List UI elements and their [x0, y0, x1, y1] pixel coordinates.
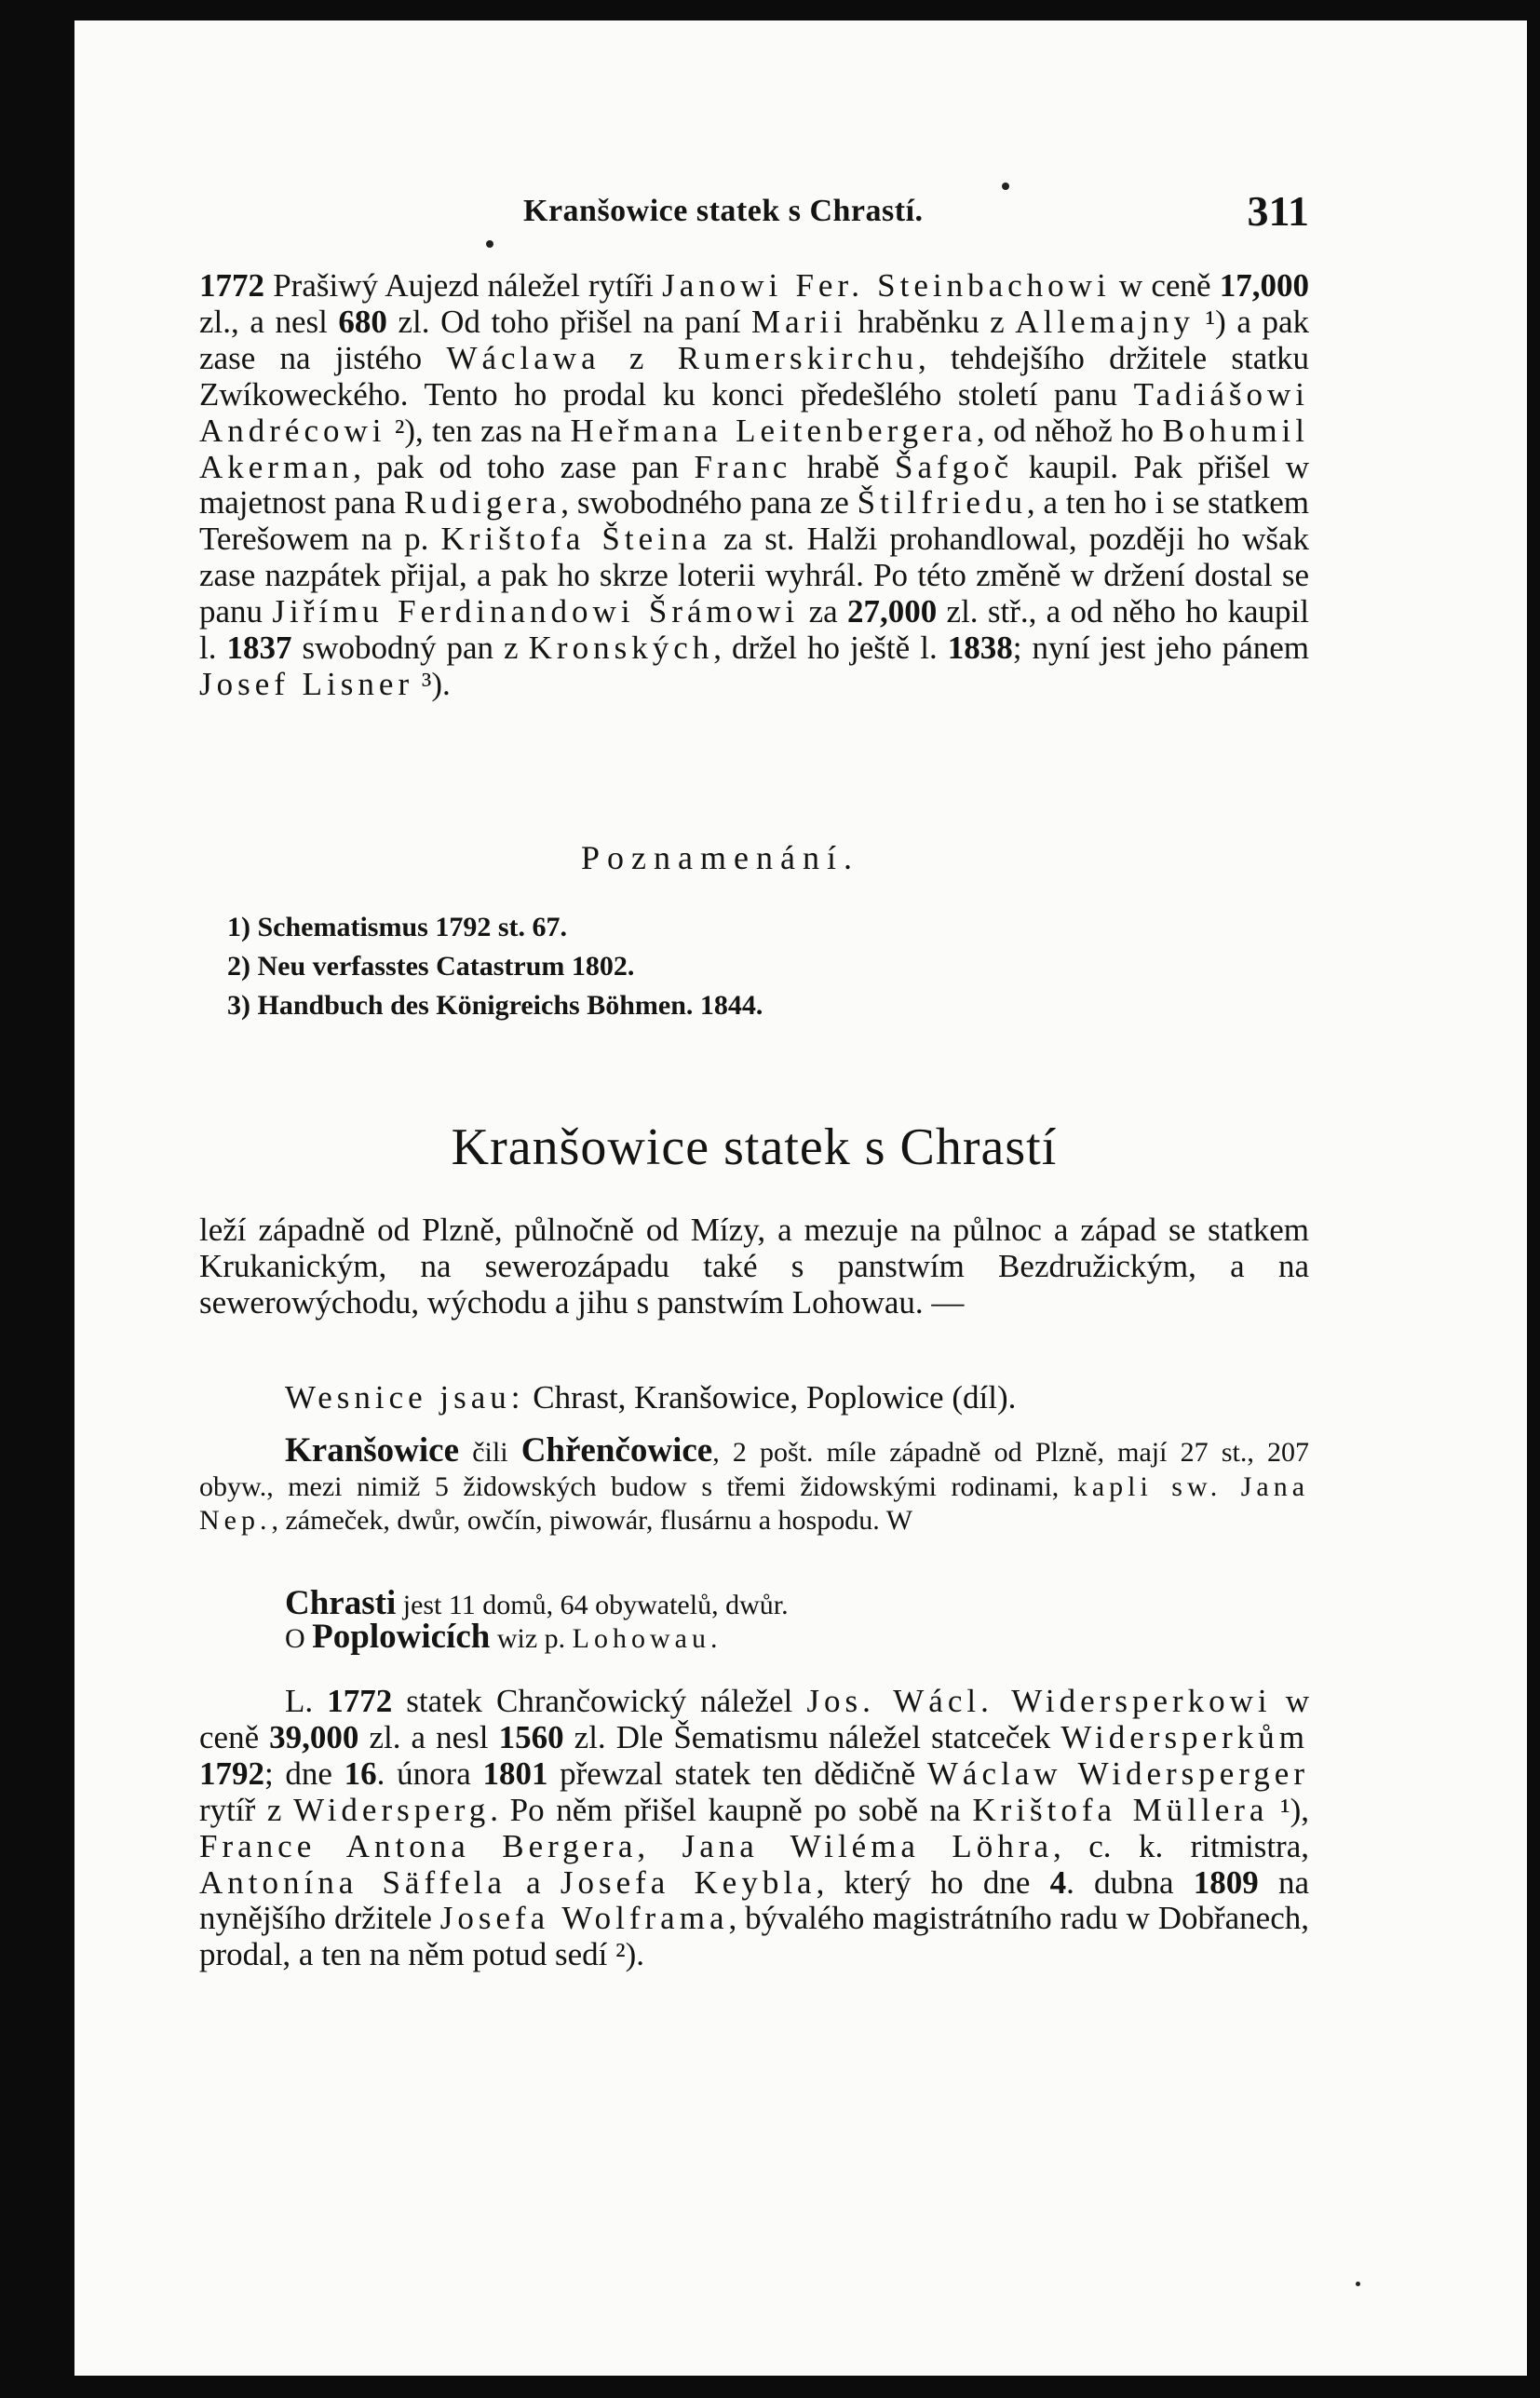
text-run: Rudigera: [403, 484, 561, 522]
poplowice-line-text: [199, 1620, 1309, 1657]
top-paragraph: [199, 268, 1309, 703]
text-run: 39,000: [269, 1718, 359, 1755]
text-run: zl. Od toho přišel na paní: [386, 303, 752, 340]
scan-border-left: [0, 0, 74, 2398]
villages-line: [199, 1380, 1309, 1416]
text-run: Janowi Fer. Steinbachowi: [662, 267, 1111, 304]
text-run: Wáclawa z Rumerskirchu: [446, 339, 918, 376]
text-run: a: [506, 1863, 561, 1901]
text-run: , který ho dne: [816, 1863, 1050, 1901]
text-run: , c. k. ritmistra,: [1053, 1827, 1309, 1864]
text-run: , držel ho ještě l.: [713, 630, 948, 667]
text-run: 1772: [327, 1683, 393, 1719]
kransowice-paragraph-text: [199, 1431, 1310, 1538]
text-run: 17,000: [1219, 267, 1309, 304]
text-run: Kronských: [528, 630, 714, 667]
poplowice-line: [199, 1620, 1309, 1657]
text-run: ; dne: [264, 1754, 344, 1792]
text-run: hrabě: [791, 448, 895, 485]
text-run: jest 11 domů, 64 obywatelů, dwůr.: [396, 1590, 789, 1620]
text-run: kaupil. Pak přišel w majetnost pana: [199, 448, 1309, 522]
text-run: Lohowau: [572, 1623, 710, 1654]
text-run: w ceně: [199, 1683, 1309, 1755]
text-run: Štilfriedu: [857, 484, 1027, 522]
text-run: zl. Dle Šematismu náležel statceček: [563, 1718, 1061, 1755]
text-run: Widersperkům: [1060, 1718, 1309, 1755]
text-run: 1792: [199, 1754, 264, 1792]
text-run: , swobodného pana ze: [561, 484, 858, 522]
text-run: ¹),: [1268, 1791, 1309, 1828]
text-run: 1838: [947, 630, 1013, 667]
text-run: , a ten ho i se statkem Terešowem na p.: [199, 484, 1309, 558]
text-run: Krištofa Šteina: [440, 521, 711, 558]
text-run: Jiřímu Ferdinandowi Šrámowi: [272, 593, 800, 630]
print-speck: [486, 240, 493, 248]
text-run: ³).: [413, 665, 451, 702]
text-run: w ceně: [1110, 267, 1220, 304]
text-run: Josefa Keybla: [560, 1863, 817, 1901]
text-run: zl. stř., a od něho ho kaupil l.: [199, 593, 1310, 667]
text-run: Allemajny: [1015, 303, 1196, 340]
text-run: Šafgoč: [895, 448, 1014, 485]
page-header: [199, 186, 1309, 242]
text-run: ²), ten zas na: [385, 412, 571, 449]
text-run: Wesnice jsau:: [285, 1379, 525, 1416]
kransowice-paragraph: [199, 1431, 1310, 1538]
text-run: 680: [338, 303, 387, 340]
text-run: 1837: [226, 630, 292, 667]
text-run: , bývalého magistrátního radu w Dobřanech, prodal, a ten na něm potud sedí ²).: [199, 1900, 1309, 1973]
print-speck: [1002, 183, 1009, 190]
text-run: 1809: [1193, 1863, 1259, 1901]
footnote-3: 3) Handbuch des Königreichs Böhmen. 1844.: [227, 990, 763, 1021]
scan-border-bottom: [0, 2376, 1540, 2398]
notes-heading: Poznamenání.: [581, 839, 859, 876]
text-run: O: [285, 1623, 313, 1654]
text-run: , 2 pošt. míle západně od Plzně, mají 27 st., 207 obyw., mezi nimiž 5 židowských budow s třemi židowskými rodinami,: [199, 1437, 1309, 1502]
text-run: Jos. Wácl. Widersperkowi: [806, 1683, 1272, 1719]
text-run: Marii: [751, 303, 847, 340]
text-run: 1801: [482, 1754, 548, 1792]
print-speck: [1356, 2282, 1360, 2286]
text-run: .: [709, 1623, 718, 1654]
text-run: za st. Halži prohandlowal, později ho wšak zase nazpátek přijal, a pak ho skrze loterii wyhrál. Po této změně w držení dostal se panu: [199, 521, 1309, 630]
text-run: . dubna: [1066, 1863, 1194, 1901]
history-paragraph: [199, 1684, 1309, 1973]
text-run: rytíř z: [199, 1791, 294, 1828]
text-run: na nynějšího držitele: [199, 1863, 1309, 1937]
text-run: , od něhož ho: [976, 412, 1163, 449]
text-run: wiz p.: [490, 1623, 573, 1654]
text-run: 27,000: [846, 593, 938, 630]
text-run: , tehdejšího držitele statku Zwíkoweckého. Tento ho prodal ku konci předešlého století panu: [199, 339, 1309, 413]
text-run: 16: [344, 1754, 377, 1792]
text-run: Tadiášowi Andrécowi: [199, 375, 1309, 449]
text-run: zl. a nesl: [358, 1718, 499, 1755]
running-title: Kranšowice statek s Chrastí.: [523, 194, 924, 228]
intro-paragraph-text: leží západně od Plzně, půlnočně od Mízy, a mezuje na půlnoc a západ se statkem Krukanickým, na sewerozápadu také s panstwím Bezdružickým, a na sewerowýchodu, wýchodu a jihu s panstwím Lohowau. —: [199, 1212, 1309, 1321]
text-run: statek Chrančowický náležel: [392, 1683, 807, 1719]
text-run: Franc: [694, 448, 792, 485]
text-run: swobodný pan z: [291, 630, 529, 667]
villages-line-text: [199, 1380, 1309, 1416]
text-run: kapli sw. Jana Nep.: [199, 1470, 1310, 1536]
section-title: Kranšowice statek s Chrastí: [451, 1118, 1058, 1176]
text-run: , zámeček, dwůr, owčín, piwowár, flusárnu a hospodu. W: [271, 1505, 913, 1536]
text-run: přewzal statek ten dědičně: [547, 1754, 927, 1792]
scan-border-right: [1527, 0, 1540, 2398]
text-run: Bohumil Akerman: [199, 412, 1309, 485]
top-paragraph-text: [199, 268, 1309, 703]
text-run: hraběnku z: [846, 303, 1016, 340]
footnote-2: 2) Neu verfasstes Catastrum 1802.: [227, 951, 635, 982]
text-run: 1560: [498, 1718, 564, 1755]
text-run: Poplowicích: [312, 1618, 491, 1656]
text-run: za: [799, 593, 847, 630]
text-run: Widersperg: [293, 1791, 491, 1828]
scan-border-top: [0, 0, 1540, 20]
text-run: 4: [1049, 1863, 1067, 1901]
history-paragraph-text: [199, 1684, 1309, 1973]
text-run: ¹) a pak zase na jistého: [199, 303, 1309, 376]
text-run: Wáclaw Widersperger: [926, 1754, 1309, 1792]
text-run: Chrast, Kranšowice, Poplowice (díl).: [524, 1379, 1017, 1416]
text-run: Josefa Wolframa: [439, 1900, 729, 1937]
text-run: . února: [376, 1754, 483, 1792]
text-run: L.: [285, 1683, 328, 1719]
text-run: Josef Lisner: [199, 665, 414, 702]
text-run: Chrasti: [285, 1584, 397, 1622]
text-run: , pak od toho zase pan: [353, 448, 695, 485]
text-run: Kranšowice: [285, 1431, 460, 1470]
text-run: ; nyní jest jeho pánem: [1012, 630, 1310, 667]
text-run: France Antona Bergera, Jana Wiléma Löhra: [199, 1827, 1053, 1864]
text-run: Krištofa Müllera: [972, 1791, 1269, 1828]
text-run: zl., a nesl: [199, 303, 339, 340]
intro-paragraph: [199, 1213, 1309, 1321]
text-run: 1772: [199, 267, 264, 304]
text-run: Prašiwý Aujezd náležel rytíři: [264, 267, 663, 304]
text-run: Heřmana Leitenbergera: [570, 412, 977, 449]
footnotes-list: [227, 908, 763, 1025]
text-run: čili: [459, 1437, 521, 1468]
text-run: Chřenčowice: [520, 1431, 713, 1470]
page-number: 311: [1247, 187, 1309, 235]
text-run: . Po něm přišel kaupně po sobě na: [490, 1791, 973, 1828]
footnote-1: 1) Schematismus 1792 st. 67.: [227, 912, 567, 942]
text-run: Antonína Säffela: [199, 1863, 507, 1901]
